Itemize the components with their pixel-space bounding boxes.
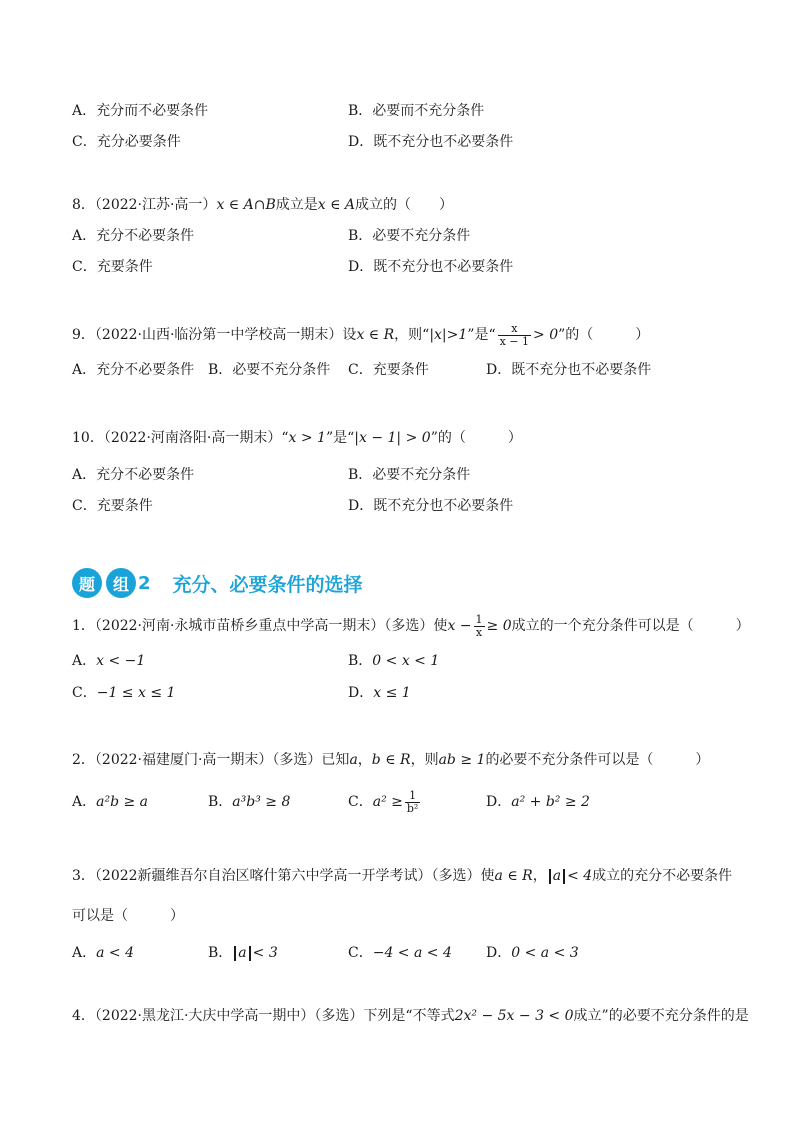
q10-math-1: x > 1 <box>288 430 326 446</box>
g4-math-1: 2x² − 5x − 3 < 0 <box>454 1008 574 1024</box>
g1-frac-num: 1 <box>475 612 483 626</box>
q10-option-d: D．既不充分也不必要条件 <box>348 498 514 514</box>
g1-option-c: C．−1 ≤ x ≤ 1 <box>72 685 176 701</box>
g1-math-b: ≥ 0 <box>486 618 512 634</box>
g3-option-b: B． a < 3 <box>208 945 278 961</box>
g3-prefix: 3．（2022新疆维吾尔自治区喀什第六中学高一开学考试）（多选）使 <box>72 868 495 884</box>
q10-suffix: ”的（ ） <box>430 430 522 446</box>
q8-option-b: B．必要不充分条件 <box>348 228 471 244</box>
g1-prefix: 1．（2022·河南·永城市苗桥乡重点中学高一期末）（多选）使 <box>72 618 448 634</box>
g1-suffix: 成立的一个充分条件可以是（ ） <box>511 618 750 634</box>
q10-prefix: 10．（2022·河南洛阳·高一期末）“ <box>72 430 289 446</box>
abs-bar-left <box>549 869 551 884</box>
q9-frac-den: x − 1 <box>499 334 530 348</box>
g2-math-3: ab ≥ 1 <box>438 752 486 768</box>
g2-mid: ，则 <box>410 752 439 768</box>
g2-comma: ， <box>357 752 372 768</box>
abs-bar-right <box>249 946 251 961</box>
q9-option-c: C．充要条件 <box>348 362 429 378</box>
g3-comma: ， <box>532 868 547 884</box>
q10-stem <box>72 429 522 447</box>
g1-fraction <box>474 614 485 639</box>
q7-option-d: D．既不充分也不必要条件 <box>348 134 514 150</box>
g1-option-a: A．x < −1 <box>72 653 146 669</box>
q7-option-c: C．充分必要条件 <box>72 134 181 150</box>
heading-badge-1: 题 <box>72 568 102 598</box>
q8-stem <box>72 196 453 214</box>
g3-option-a: A．a < 4 <box>72 945 135 961</box>
g2-math-1: a <box>349 752 358 768</box>
heading-number: 2 <box>138 572 151 594</box>
g3-option-c: C．−4 < a < 4 <box>348 945 452 961</box>
q8-suffix: 成立的（ ） <box>355 197 454 213</box>
g3-option-d: D．0 < a < 3 <box>486 945 579 961</box>
g1-stem <box>72 610 750 642</box>
q8-prefix: 8．（2022·江苏·高一） <box>72 197 217 213</box>
q8-option-a: A．充分不必要条件 <box>72 228 195 244</box>
heading-title: 充分、必要条件的选择 <box>172 573 363 596</box>
q9-mid-1: ，则“ <box>394 327 430 343</box>
g3-math-2b: < 4 <box>567 868 593 884</box>
q9-fraction <box>498 323 531 348</box>
q9-math-1: x ∈ R <box>356 327 395 343</box>
q10-option-b: B．必要不充分条件 <box>348 467 471 483</box>
q8-option-d: D．既不充分也不必要条件 <box>348 259 514 275</box>
g3-math-1: a ∈ R <box>494 868 533 884</box>
g4-stem <box>72 1007 749 1025</box>
q8-mid: 成立是 <box>275 197 318 213</box>
g4-suffix: 成立”的必要不充分条件的是 <box>573 1008 749 1024</box>
abs-bar-left <box>234 946 236 961</box>
q10-option-c: C．充要条件 <box>72 498 153 514</box>
g1-option-d: D．x ≤ 1 <box>348 685 411 701</box>
g4-prefix: 4．（2022·黑龙江·大庆中学高一期中）（多选）下列是“不等式 <box>72 1008 455 1024</box>
q9-suffix: ”的（ ） <box>558 327 650 343</box>
g2-prefix: 2．（2022·福建厦门·高一期末）（多选）已知 <box>72 752 350 768</box>
g2-option-c: C．a² ≥ $\frac{1}{\text{b²}}$ <box>348 788 419 815</box>
q9-mid-2: ”是“ <box>467 327 496 343</box>
q9-math-2: |x|>1 <box>429 327 468 343</box>
abs-bar-right <box>563 869 565 884</box>
g1-math-a: x − <box>447 618 472 634</box>
q9-option-a: A．充分不必要条件 <box>72 362 195 378</box>
g3-math-2: a <box>552 868 562 884</box>
q9-option-d: D．既不充分也不必要条件 <box>486 362 652 378</box>
g1-option-b: B．0 < x < 1 <box>348 653 440 669</box>
g3-stem <box>72 867 732 885</box>
q10-mid: ”是“ <box>325 430 355 446</box>
g2-option-d: D．a² + b² ≥ 2 <box>486 794 590 810</box>
q9-option-b: B．必要不充分条件 <box>208 362 331 378</box>
g2-suffix: 的必要不充分条件可以是（ ） <box>485 752 710 768</box>
g1-frac-den: x <box>475 625 483 639</box>
heading-badge-2: 组 <box>106 568 136 598</box>
q7-option-b: B．必要而不充分条件 <box>348 103 485 119</box>
q8-math-1: x ∈ A∩B <box>216 197 276 213</box>
q10-math-2: |x − 1| > 0 <box>354 430 431 446</box>
g3-suffix: 成立的充分不必要条件 <box>592 868 733 884</box>
q7-option-a: A．充分而不必要条件 <box>72 103 209 119</box>
g2-option-b: B．a³b³ ≥ 8 <box>208 794 291 810</box>
g2-option-a: A．a²b ≥ a <box>72 794 149 810</box>
q10-option-a: A．充分不必要条件 <box>72 467 195 483</box>
section-heading <box>72 566 363 600</box>
g3-stem-line-2: 可以是（ ） <box>72 908 184 924</box>
q9-frac-num: x <box>498 323 531 336</box>
q9-prefix: 9．（2022·山西·临汾第一中学校高一期末）设 <box>72 327 357 343</box>
g2-c-fraction: $\frac{1}{\text{b²}}$ <box>406 788 419 815</box>
q9-stem <box>72 318 649 352</box>
q9-math-3: > 0 <box>533 327 559 343</box>
g2-stem <box>72 751 709 769</box>
g2-math-2: b ∈ R <box>371 752 411 768</box>
q8-option-c: C．充要条件 <box>72 259 153 275</box>
q8-math-2: x ∈ A <box>317 197 356 213</box>
